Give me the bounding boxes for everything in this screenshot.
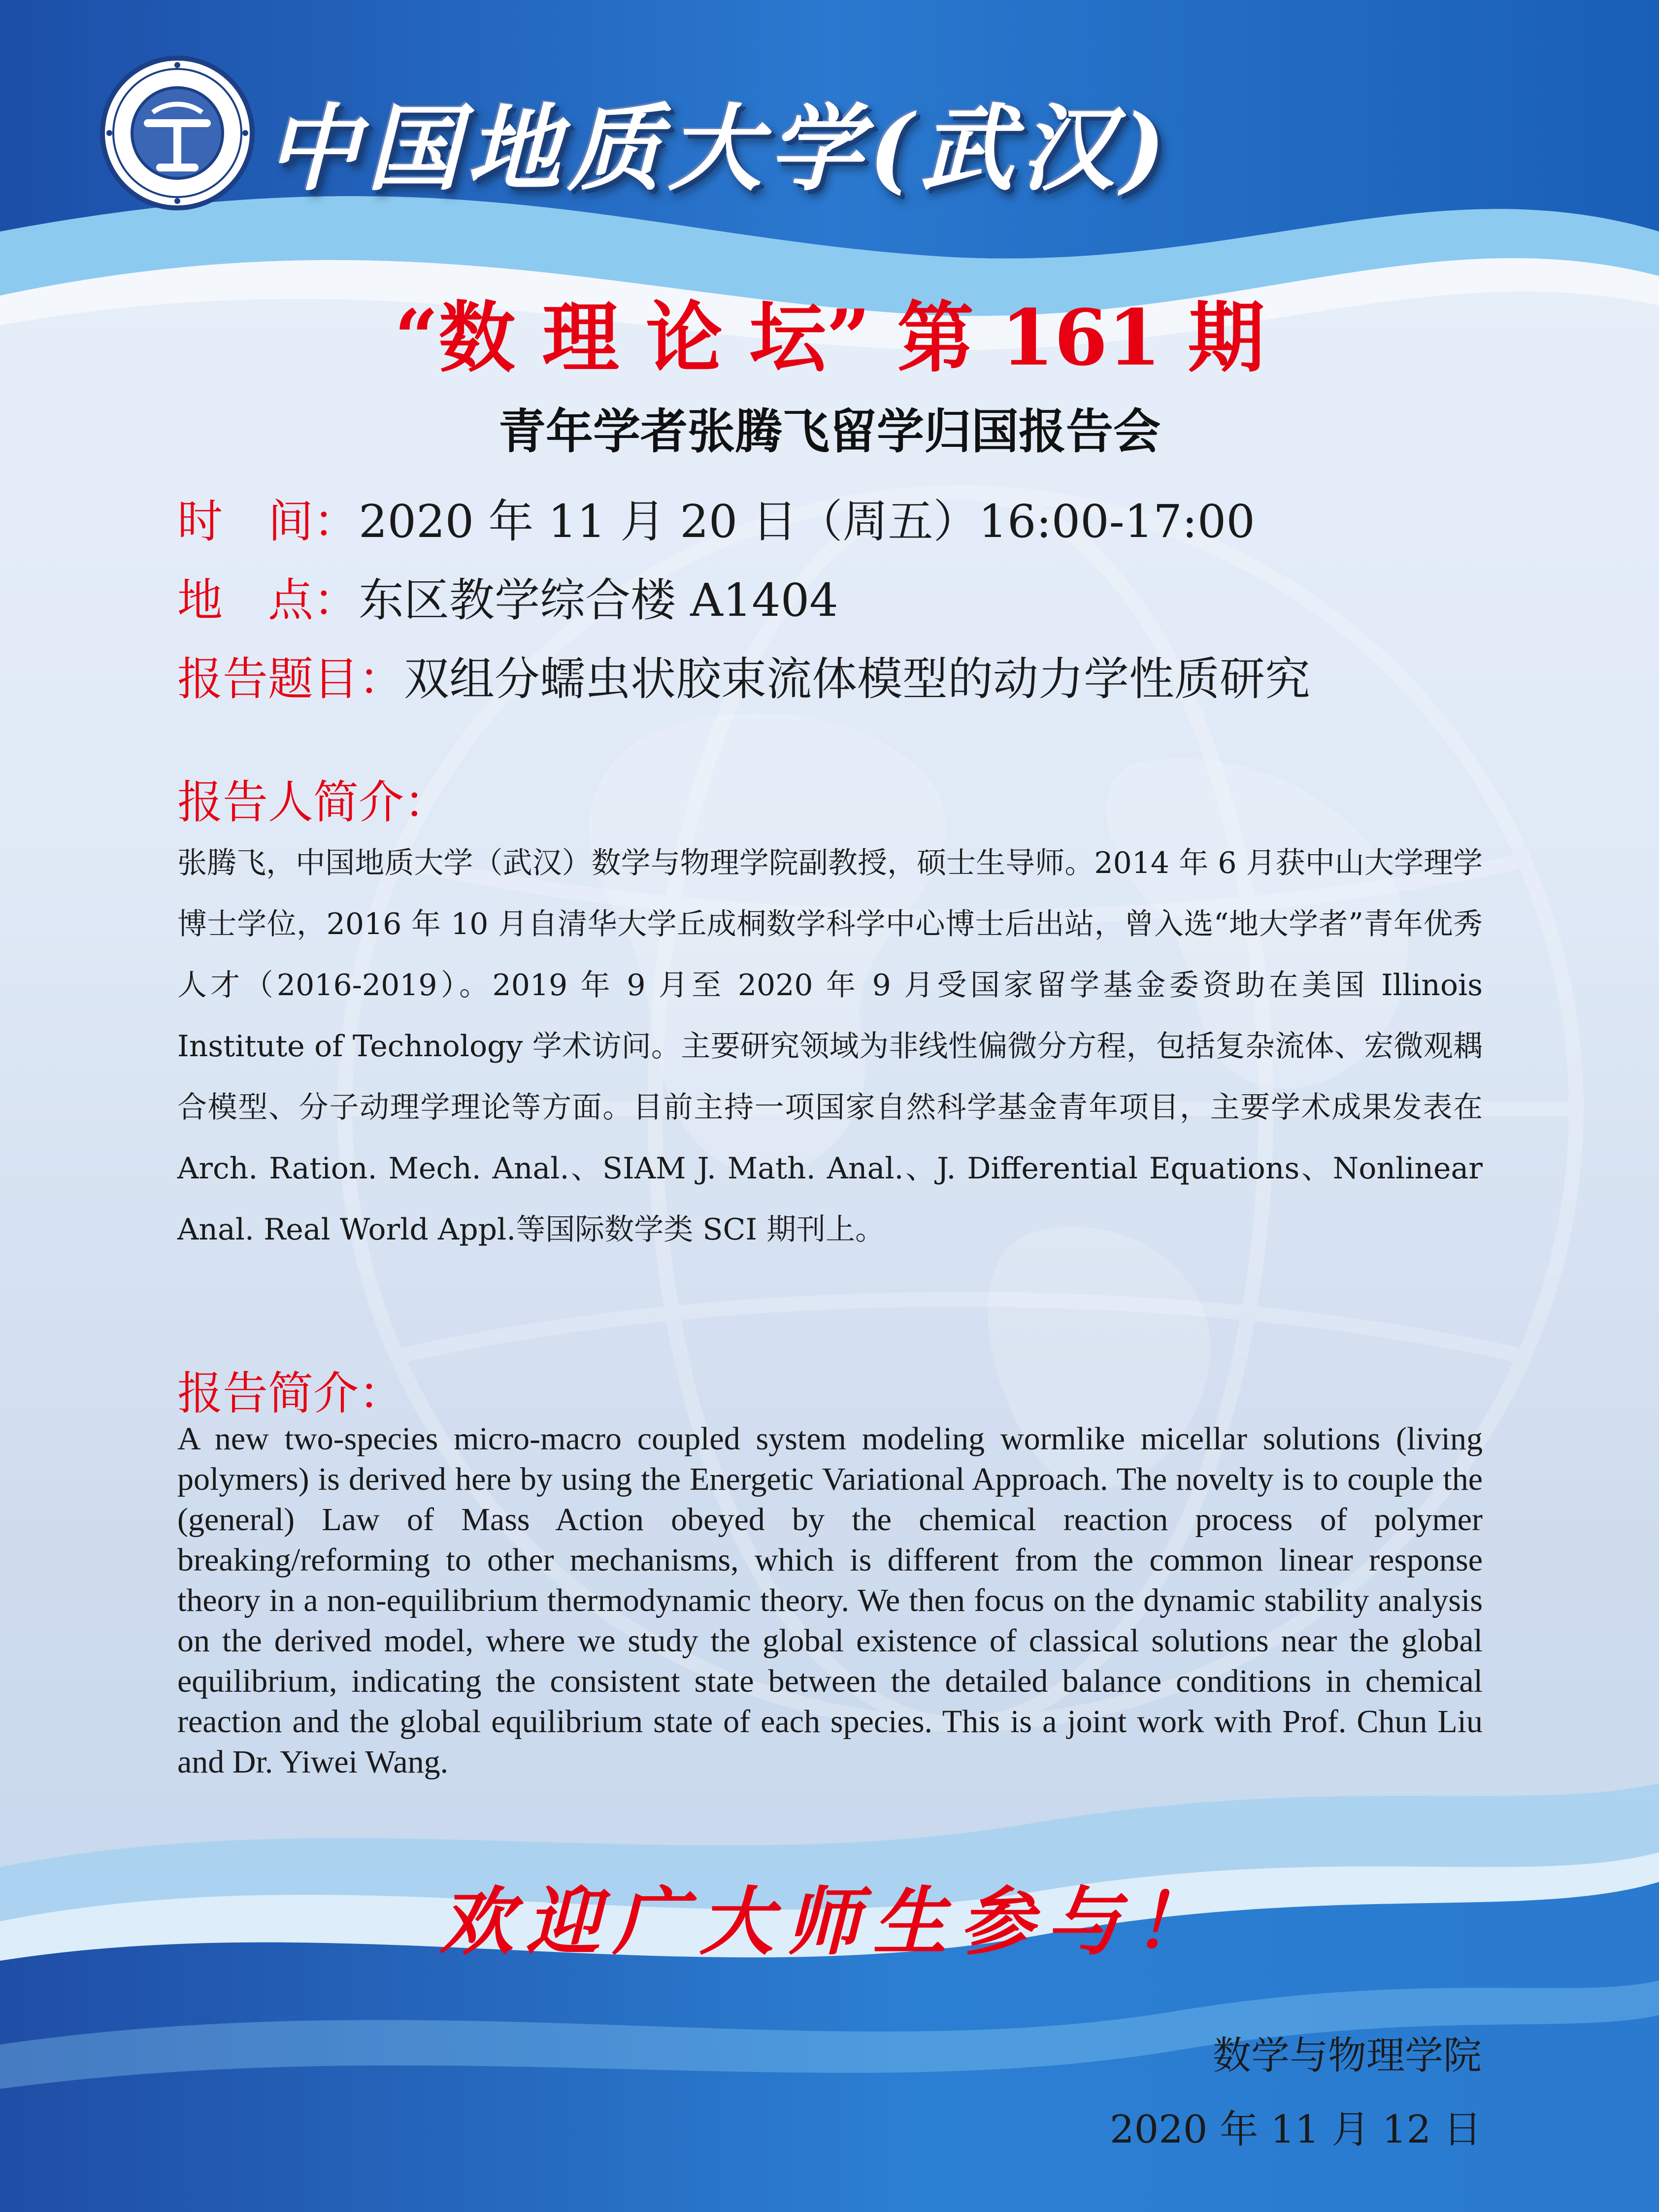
topic-label: 报告题目： bbox=[177, 653, 404, 705]
forum-title: “数 理 论 坛” 第 161 期 bbox=[394, 293, 1265, 383]
place-row bbox=[177, 564, 838, 629]
welcome-message: 欢迎广大师生参与！ bbox=[439, 1878, 1220, 1965]
topic-row bbox=[177, 643, 1310, 708]
footer-department: 数学与物理学院 bbox=[1212, 2034, 1482, 2078]
university-name: 中国地质大学(武汉) bbox=[266, 94, 1172, 203]
abstract-body: A new two-species micro-macro coupled system modeling wormlike micellar solutions (living polymers) is derived here by using the Energetic Variational Approach. The novelty is to couple the (general) Law of Mass Action obeyed by the chemical reaction process of polymer breaking/reforming to other mechanisms, which is different from the common linear response theory in a non-equilibrium thermodynamic theory. We then focus on the dynamic stability analysis on the derived model, where we study the global existence of classical solutions near the global equilibrium, indicating the consistent state between the detailed balance conditions in chemical reaction and the global equilibrium state of each species. This is a joint work with Prof. Chun Liu and Dr. Yiwei Wang. bbox=[177, 1421, 1483, 1780]
abstract-heading: 报告简介： bbox=[177, 1367, 404, 1420]
speaker-heading: 报告人简介： bbox=[177, 776, 450, 829]
place-value: 东区教学综合楼 A1404 bbox=[359, 574, 838, 627]
time-label: 时 间： bbox=[177, 495, 359, 548]
place-label: 地 点： bbox=[177, 574, 359, 627]
university-seal-icon bbox=[99, 54, 256, 212]
speaker-bio: 张腾飞，中国地质大学（武汉）数学与物理学院副教授，硕士生导师。2014 年 6 月获中山大学理学博士学位，2016 年 10 月自清华大学丘成桐数学科学中心博士后出站，曾入选“地大学者”青年优秀人才（2016-2019）。2019 年 9 月至 2020 年 9 月受国家留学基金委资助在美国 Illinois Institute of Technology 学术访问。主要研究领域为非线性偏微分方程，包括复杂流体、宏微观耦合模型、分子动理学理论等方面。目前主持一项国家自然科学基金青年项目，主要学术成果发表在 Arch. Ration. Mech. Anal.、SIAM J. Math. Anal.、J. Differential Equations、Nonlinear Anal. Real World Appl.等国际数学类 SCI 期刊上。 bbox=[177, 846, 1483, 1247]
lecture-subtitle: 青年学者张腾飞留学归国报告会 bbox=[498, 404, 1161, 459]
time-value: 2020 年 11 月 20 日（周五）16:00-17:00 bbox=[359, 495, 1255, 548]
topic-value: 双组分蠕虫状胶束流体模型的动力学性质研究 bbox=[404, 653, 1311, 705]
time-row bbox=[177, 485, 1255, 550]
footer-date: 2020 年 11 月 12 日 bbox=[1110, 2108, 1482, 2152]
